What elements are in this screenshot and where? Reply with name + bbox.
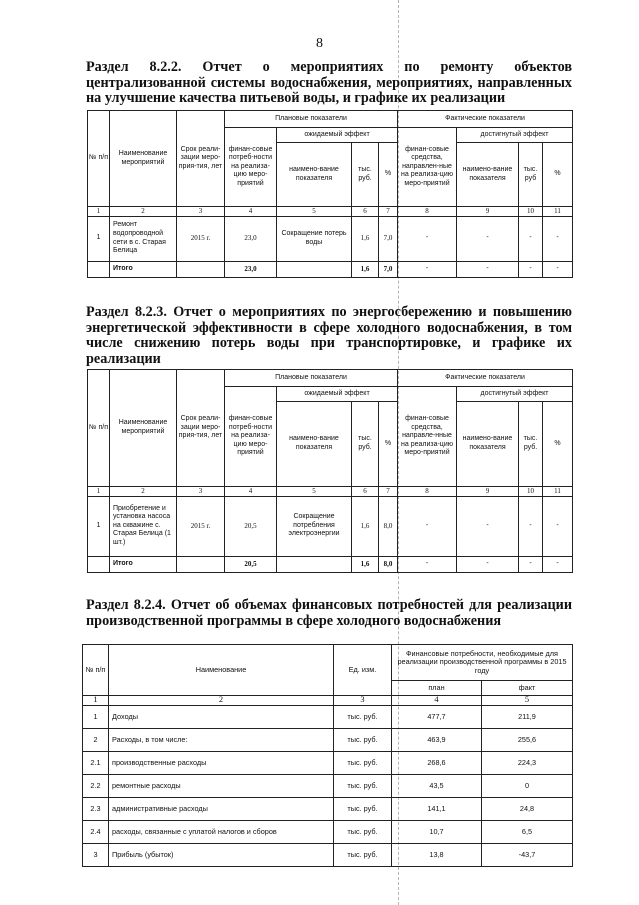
header-fact-fin: финан-совые средства, направле-нные на реализа-цию меро-приятий	[398, 387, 457, 487]
cell-no: 2	[83, 729, 109, 752]
cell-name: административные расходы	[109, 798, 334, 821]
cell-no: 3	[83, 844, 109, 867]
table-financial-needs	[82, 644, 573, 867]
header-plan: Плановые показатели	[225, 111, 398, 128]
total-row	[88, 261, 573, 277]
header-percent: %	[379, 402, 398, 487]
cell-percent: 8,0	[379, 496, 398, 556]
table-row	[83, 729, 573, 752]
cell-indicator-fact: -	[457, 216, 519, 261]
col-number: 2	[109, 696, 334, 706]
col-number: 3	[177, 487, 225, 497]
cell-indicator: Сокращение потерь воды	[277, 216, 352, 261]
table-repair-measures	[87, 110, 573, 278]
cell-no: 1	[88, 496, 110, 556]
cell-percent-fact: -	[543, 496, 573, 556]
cell-no: 1	[88, 216, 110, 261]
cell-fact: 224,3	[482, 752, 573, 775]
cell-name: Доходы	[109, 706, 334, 729]
cell-thousand-rub-fact: -	[519, 496, 543, 556]
header-term: Срок реали-зации меро-прия-тия, лет	[177, 111, 225, 207]
col-number: 9	[457, 487, 519, 497]
total-row	[88, 556, 573, 572]
header-name: Наименование мероприятий	[110, 370, 177, 487]
col-number: 2	[110, 207, 177, 217]
cell-no: 2.1	[83, 752, 109, 775]
total-fact-fin: -	[398, 556, 457, 572]
col-number: 10	[519, 207, 543, 217]
col-number: 5	[277, 207, 352, 217]
total-percent-fact: -	[543, 261, 573, 277]
header-indicator: наимено-вание показателя	[277, 402, 352, 487]
cell-fact-fin: -	[398, 496, 457, 556]
total-fact-fin: -	[398, 261, 457, 277]
cell-name: производственные расходы	[109, 752, 334, 775]
header-plan: план	[392, 681, 482, 696]
header-thousand-rub: тыс. руб.	[352, 402, 379, 487]
cell-fact: 0	[482, 775, 573, 798]
cell-thousand-rub: 1,6	[352, 216, 379, 261]
cell-name: Прибыль (убыток)	[109, 844, 334, 867]
table-row	[83, 752, 573, 775]
cell-thousand-rub-fact: -	[519, 216, 543, 261]
cell-plan: 43,5	[392, 775, 482, 798]
cell-plan: 13,8	[392, 844, 482, 867]
header-indicator: наимено-вание показателя	[457, 143, 519, 207]
total-percent: 8,0	[379, 556, 398, 572]
col-number: 8	[398, 487, 457, 497]
cell-no: 2.4	[83, 821, 109, 844]
col-number: 7	[379, 207, 398, 217]
cell-plan: 463,9	[392, 729, 482, 752]
header-expected: ожидаемый эффект	[277, 387, 398, 402]
header-thousand-rub: тыс. руб.	[352, 143, 379, 207]
header-fact-fin: финан-совые средства, направлен-ные на реализа-цию меро-приятий	[398, 128, 457, 207]
table-row	[88, 496, 573, 556]
col-number: 3	[177, 207, 225, 217]
col-number: 2	[110, 487, 177, 497]
header-plan-fin: финан-совые потреб-ности на реализа-цию меро-приятий	[225, 387, 277, 487]
table-energy-saving-measures	[87, 369, 573, 573]
table-row	[83, 775, 573, 798]
col-number: 9	[457, 207, 519, 217]
header-financial-needs: Финансовые потребности, необходимые для реализации производственной программы в 2015 году	[392, 645, 573, 681]
total-label: Итого	[110, 261, 177, 277]
total-plan-fin: 20,5	[225, 556, 277, 572]
col-number: 4	[225, 487, 277, 497]
cell-no: 1	[83, 706, 109, 729]
header-fact: Фактические показатели	[398, 111, 573, 128]
cell-fact: -43,7	[482, 844, 573, 867]
header-expected: ожидаемый эффект	[277, 128, 398, 143]
header-name: Наименование мероприятий	[110, 111, 177, 207]
col-number: 10	[519, 487, 543, 497]
cell-name: расходы, связанные с уплатой налогов и сборов	[109, 821, 334, 844]
total-percent: 7,0	[379, 261, 398, 277]
cell-fact-fin: -	[398, 216, 457, 261]
cell-unit: тыс. руб.	[334, 706, 392, 729]
cell-percent-fact: -	[543, 216, 573, 261]
table-row	[83, 706, 573, 729]
header-no: № п/п	[83, 645, 109, 696]
cell-plan: 268,6	[392, 752, 482, 775]
table-row	[88, 216, 573, 261]
col-number: 1	[88, 487, 110, 497]
header-name: Наименование	[109, 645, 334, 696]
col-number: 4	[392, 696, 482, 706]
cell-unit: тыс. руб.	[334, 729, 392, 752]
header-indicator: наимено-вание показателя	[277, 143, 352, 207]
col-number: 1	[88, 207, 110, 217]
col-number: 1	[83, 696, 109, 706]
cell-plan: 10,7	[392, 821, 482, 844]
cell-unit: тыс. руб.	[334, 752, 392, 775]
total-thousand-rub-fact: -	[519, 556, 543, 572]
cell-fact: 6,5	[482, 821, 573, 844]
col-number: 4	[225, 207, 277, 217]
cell-fact: 255,6	[482, 729, 573, 752]
cell-name: ремонтные расходы	[109, 775, 334, 798]
col-number: 6	[352, 487, 379, 497]
cell-plan: 477,7	[392, 706, 482, 729]
cell-unit: тыс. руб.	[334, 798, 392, 821]
header-fact: факт	[482, 681, 573, 696]
header-no: № п/п	[88, 370, 110, 487]
cell-term: 2015 г.	[177, 216, 225, 261]
section-heading-8-2-3: Раздел 8.2.3. Отчет о мероприятиях по энергосбережению и повышению энергетической эффективности в сфере холодного водоснабжения, в том числе снижению потерь воды при транспортировке, и графике их реализации	[86, 304, 572, 367]
col-number: 6	[352, 207, 379, 217]
cell-indicator-fact: -	[457, 496, 519, 556]
page-number: 8	[316, 36, 323, 51]
col-number: 11	[543, 207, 573, 217]
cell-fact: 211,9	[482, 706, 573, 729]
header-indicator: наимено-вание показателя	[457, 402, 519, 487]
cell-unit: тыс. руб.	[334, 775, 392, 798]
cell-plan-fin: 23,0	[225, 216, 277, 261]
cell-name: Расходы, в том числе:	[109, 729, 334, 752]
cell-unit: тыс. руб.	[334, 821, 392, 844]
header-unit: Ед. изм.	[334, 645, 392, 696]
cell-no: 2.2	[83, 775, 109, 798]
col-number: 3	[334, 696, 392, 706]
total-indicator-fact: -	[457, 261, 519, 277]
cell-no: 2.3	[83, 798, 109, 821]
col-number: 7	[379, 487, 398, 497]
cell-percent: 7,0	[379, 216, 398, 261]
cell-fact: 24,8	[482, 798, 573, 821]
total-label: Итого	[110, 556, 177, 572]
cell-thousand-rub: 1,6	[352, 496, 379, 556]
cell-name: Ремонт водопроводной сети в с. Старая Белица	[110, 216, 177, 261]
cell-unit: тыс. руб.	[334, 844, 392, 867]
header-percent: %	[543, 143, 573, 207]
table-row	[83, 844, 573, 867]
table-row	[83, 821, 573, 844]
header-achieved: достигнутый эффект	[457, 128, 573, 143]
cell-indicator: Сокращение потребления электроэнергии	[277, 496, 352, 556]
total-indicator-fact: -	[457, 556, 519, 572]
cell-name: Приобретение и установка насоса на скважине с. Старая Белица (1 шт.)	[110, 496, 177, 556]
header-thousand-rub: тыс. руб.	[519, 402, 543, 487]
total-percent-fact: -	[543, 556, 573, 572]
col-number: 5	[277, 487, 352, 497]
header-term: Срок реали-зации меро-прия-тия, лет	[177, 370, 225, 487]
col-number: 5	[482, 696, 573, 706]
col-number: 8	[398, 207, 457, 217]
cell-term: 2015 г.	[177, 496, 225, 556]
total-thousand-rub: 1,6	[352, 261, 379, 277]
header-thousand-rub: тыс. руб	[519, 143, 543, 207]
section-heading-8-2-2: Раздел 8.2.2. Отчет о мероприятиях по ремонту объектов централизованной системы водоснабжения, мероприятиях, направленных на улучшение качества питьевой воды, и графике их реализации	[86, 59, 572, 106]
col-number: 11	[543, 487, 573, 497]
header-plan-fin: финан-совые потреб-ности на реализа-цию меро-приятий	[225, 128, 277, 207]
cell-plan: 141,1	[392, 798, 482, 821]
total-thousand-rub: 1,6	[352, 556, 379, 572]
section-heading-8-2-4: Раздел 8.2.4. Отчет об объемах финансовых потребностей для реализации производственной программы в сфере холодного водоснабжения	[86, 597, 572, 629]
header-achieved: достигнутый эффект	[457, 387, 573, 402]
header-no: № п/п	[88, 111, 110, 207]
cell-plan-fin: 20,5	[225, 496, 277, 556]
header-percent: %	[543, 402, 573, 487]
total-thousand-rub-fact: -	[519, 261, 543, 277]
header-plan: Плановые показатели	[225, 370, 398, 387]
header-percent: %	[379, 143, 398, 207]
table-row	[83, 798, 573, 821]
header-fact: Фактические показатели	[398, 370, 573, 387]
total-plan-fin: 23,0	[225, 261, 277, 277]
